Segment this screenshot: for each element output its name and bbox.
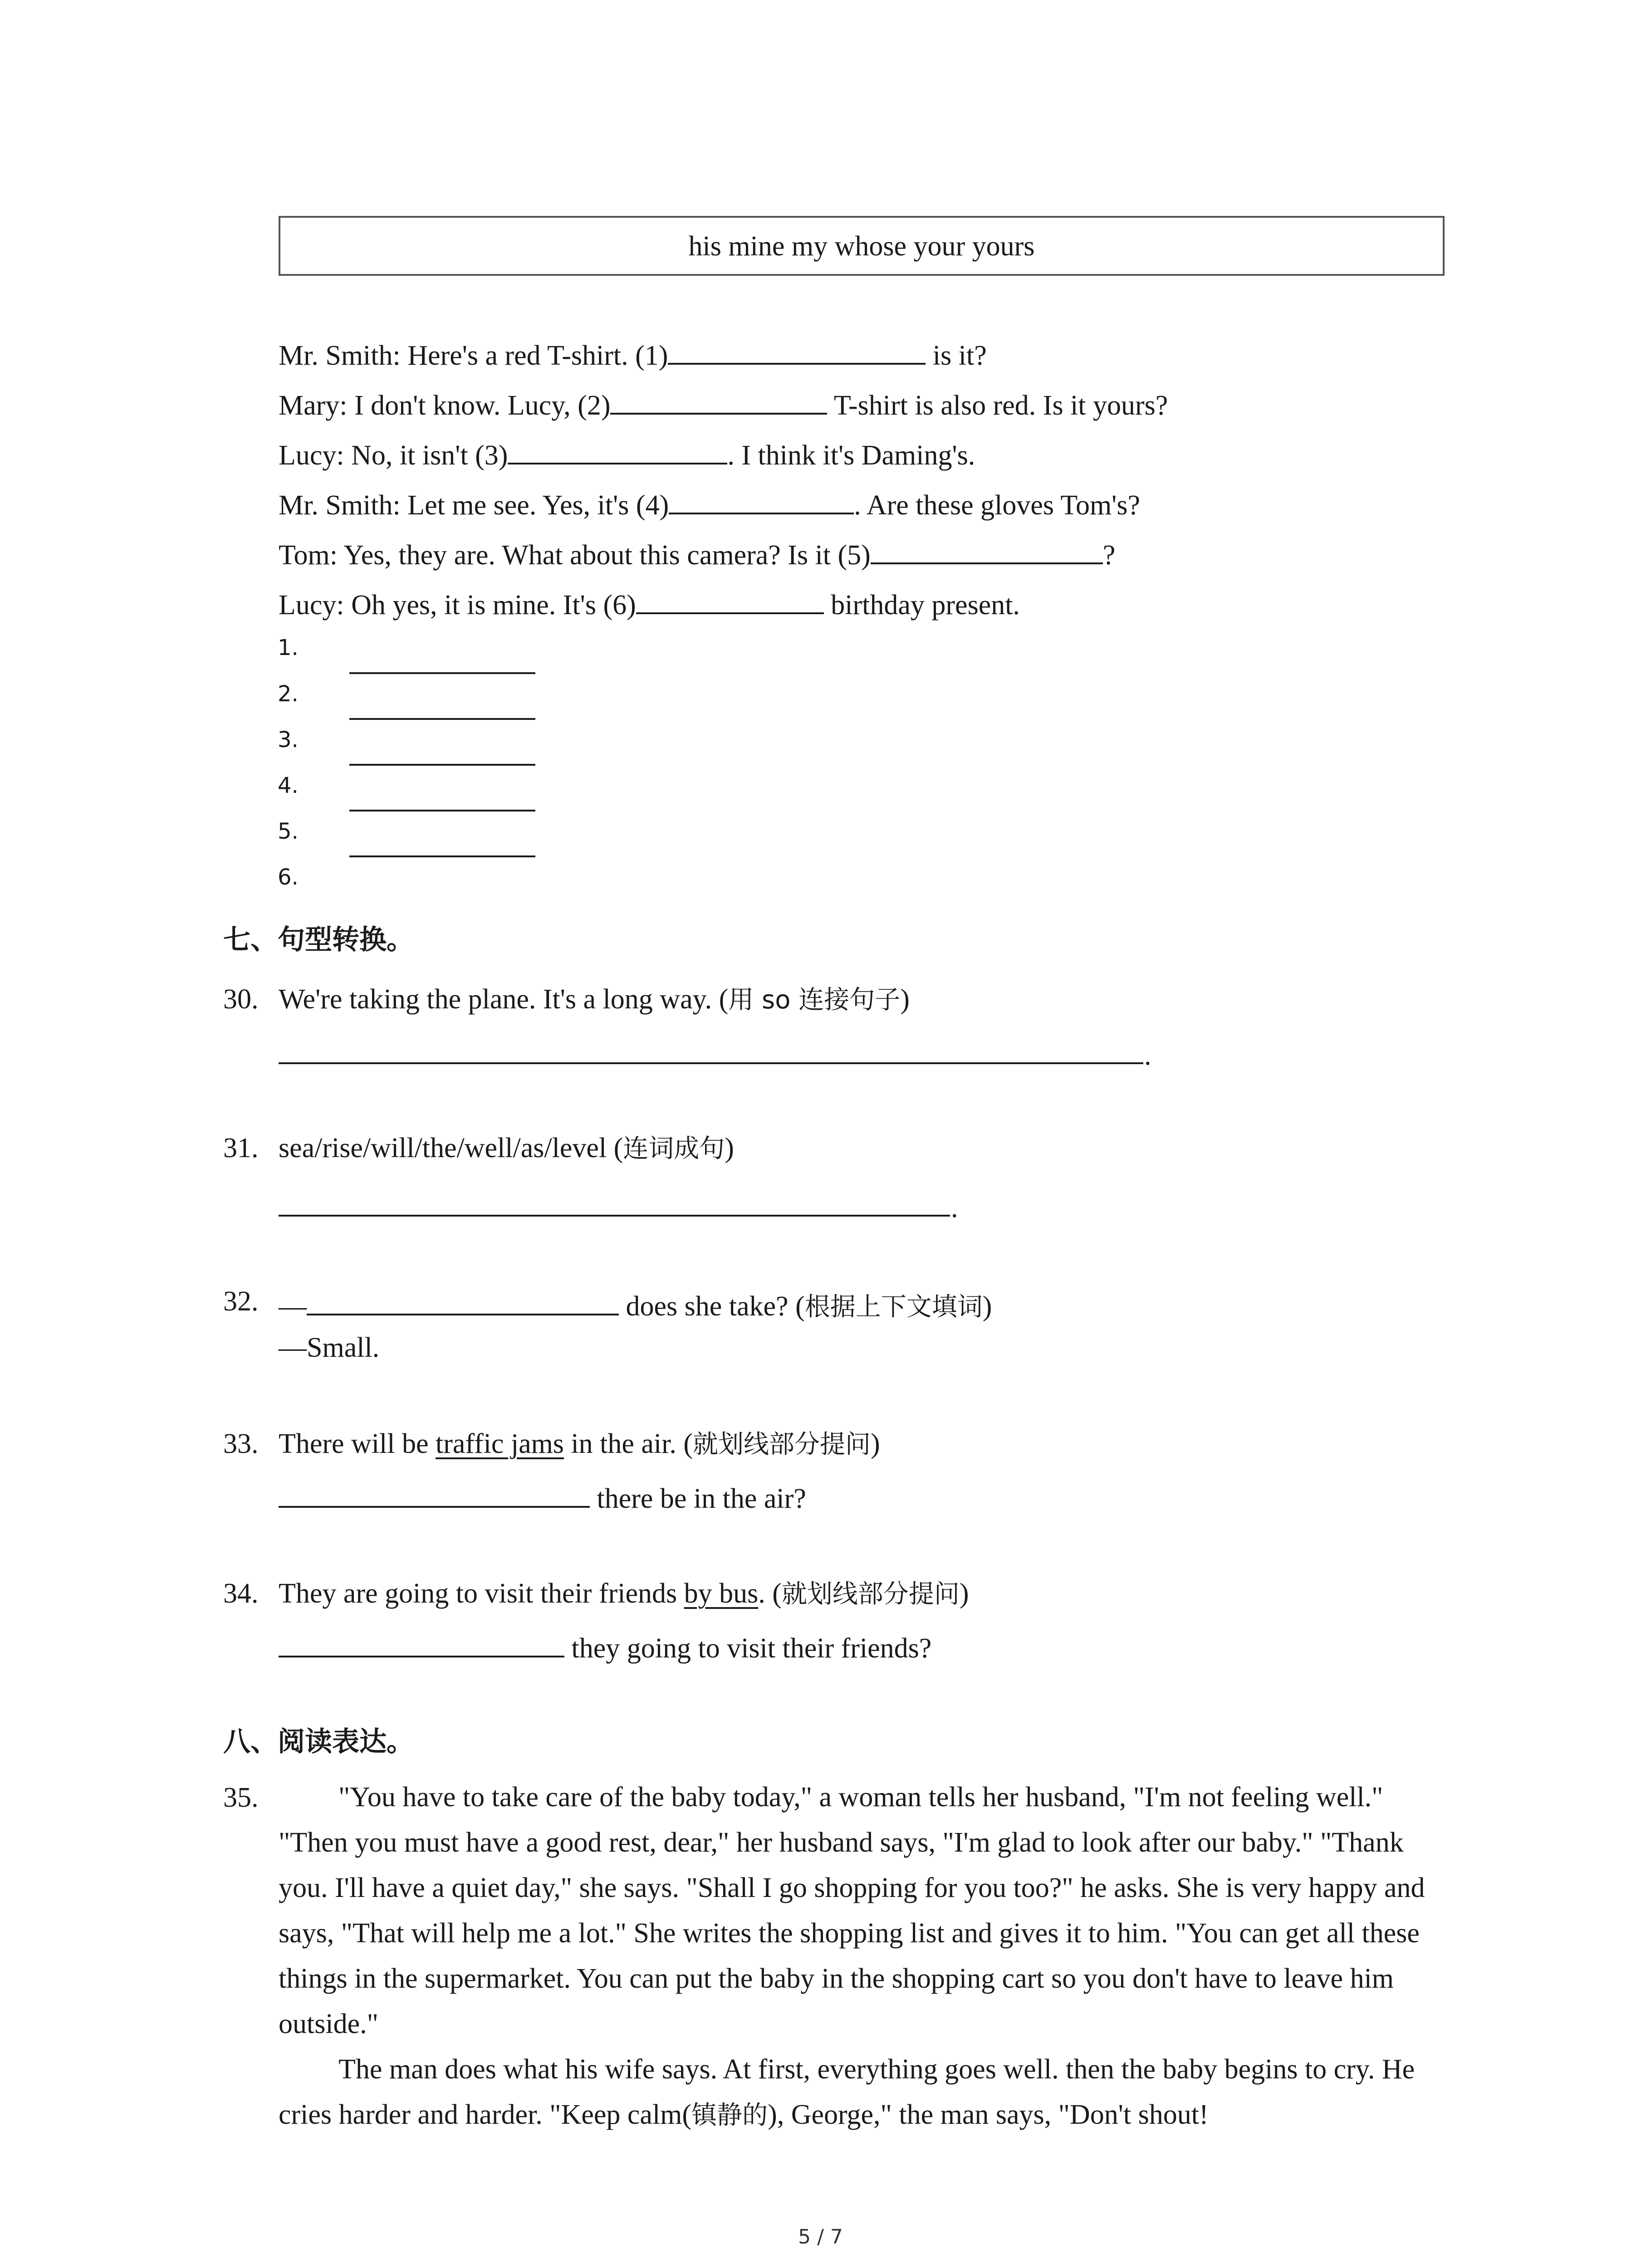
question-32-answer: —Small. [279, 1332, 380, 1363]
answer-line-2[interactable] [349, 718, 535, 720]
question-30-answer-line[interactable] [279, 1062, 1143, 1064]
answer-number-6: 6. [278, 865, 299, 890]
section-7-heading: 七、句型转换。 [223, 924, 414, 956]
question-33-underlined: traffic jams [436, 1428, 564, 1459]
answer-number-5: 5. [278, 819, 299, 844]
answer-line-5[interactable] [349, 855, 535, 857]
question-34-line-2: they going to visit their friends? [279, 1629, 931, 1662]
blank-5[interactable] [871, 536, 1103, 564]
blank-2[interactable] [610, 386, 827, 415]
blank-4[interactable] [669, 486, 854, 514]
question-34-underlined: by bus [684, 1578, 759, 1609]
word-bank-text: his mine my whose your yours [688, 231, 1035, 262]
answer-line-1[interactable] [349, 672, 535, 674]
question-32-text: — does she take? (根据上下文填词) [279, 1287, 992, 1320]
dialogue-line-5: Tom: Yes, they are. What about this camera? Is it (5) ? [279, 536, 1115, 569]
question-30-text: We're taking the plane. It's a long way. (用 so 连接句子) [279, 984, 910, 1015]
blank-1[interactable] [668, 337, 926, 365]
question-31-number: 31. [223, 1133, 259, 1163]
answer-line-4[interactable] [349, 810, 535, 811]
dialogue-line-1: Mr. Smith: Here's a red T-shirt. (1) is it? [279, 337, 987, 370]
question-33-number: 33. [223, 1428, 259, 1459]
question-34-blank[interactable] [279, 1629, 564, 1657]
reading-paragraph-1: "You have to take care of the baby today," a woman tells her husband, "I'm not feeling well." "Then you must have a good rest, dear," her husband says, "I'm glad to look after our baby." "Thank you. I'll have a quiet day," she says. "Shall I go shopping for you too?" he asks. She is very happy and says, "That will help me a lot." She writes the shopping list and gives it to him. "You can get all these things in the supermarket. You can put the baby in the shopping cart so you don't have to leave him outside." [279, 1782, 1425, 2039]
page-number: 5 / 7 [798, 2225, 843, 2248]
answer-number-1: 1. [278, 635, 299, 660]
section-8-heading: 八、阅读表达。 [223, 1726, 414, 1758]
question-31-answer-line[interactable] [279, 1215, 950, 1217]
question-31-text: sea/rise/will/the/well/as/level (连词成句) [279, 1133, 734, 1163]
blank-3[interactable] [508, 436, 727, 464]
question-33-text: There will be traffic jams in the air. (就划线部分提问) [279, 1428, 880, 1459]
question-30-number: 30. [223, 984, 259, 1015]
reading-paragraph-2: The man does what his wife says. At first, everything goes well. then the baby begins to cry. He cries harder and harder. "Keep calm(镇静的), George," the man says, "Don't shout! [279, 2054, 1415, 2130]
question-33-blank[interactable] [279, 1480, 590, 1508]
blank-6[interactable] [636, 586, 824, 614]
dialogue-line-6: Lucy: Oh yes, it is mine. It's (6) birthday present. [279, 586, 1020, 619]
question-34-number: 34. [223, 1578, 259, 1609]
answer-number-2: 2. [278, 681, 299, 707]
word-bank-box [279, 216, 1445, 276]
question-31-period: . [951, 1193, 958, 1223]
answer-line-3[interactable] [349, 764, 535, 766]
dialogue-line-3: Lucy: No, it isn't (3) . I think it's Daming's. [279, 436, 975, 469]
dialogue-line-4: Mr. Smith: Let me see. Yes, it's (4) . Are these gloves Tom's? [279, 486, 1140, 519]
question-32-number: 32. [223, 1286, 259, 1317]
question-33-line-2: there be in the air? [279, 1480, 806, 1513]
dialogue-line-2: Mary: I don't know. Lucy, (2) T-shirt is also red. Is it yours? [279, 386, 1168, 420]
answer-number-4: 4. [278, 773, 299, 798]
question-32-blank[interactable] [307, 1287, 619, 1315]
question-35-number: 35. [223, 1782, 259, 1813]
question-34-text: They are going to visit their friends by bus. (就划线部分提问) [279, 1578, 969, 1609]
question-30-period: . [1144, 1040, 1151, 1071]
answer-number-3: 3. [278, 727, 299, 753]
